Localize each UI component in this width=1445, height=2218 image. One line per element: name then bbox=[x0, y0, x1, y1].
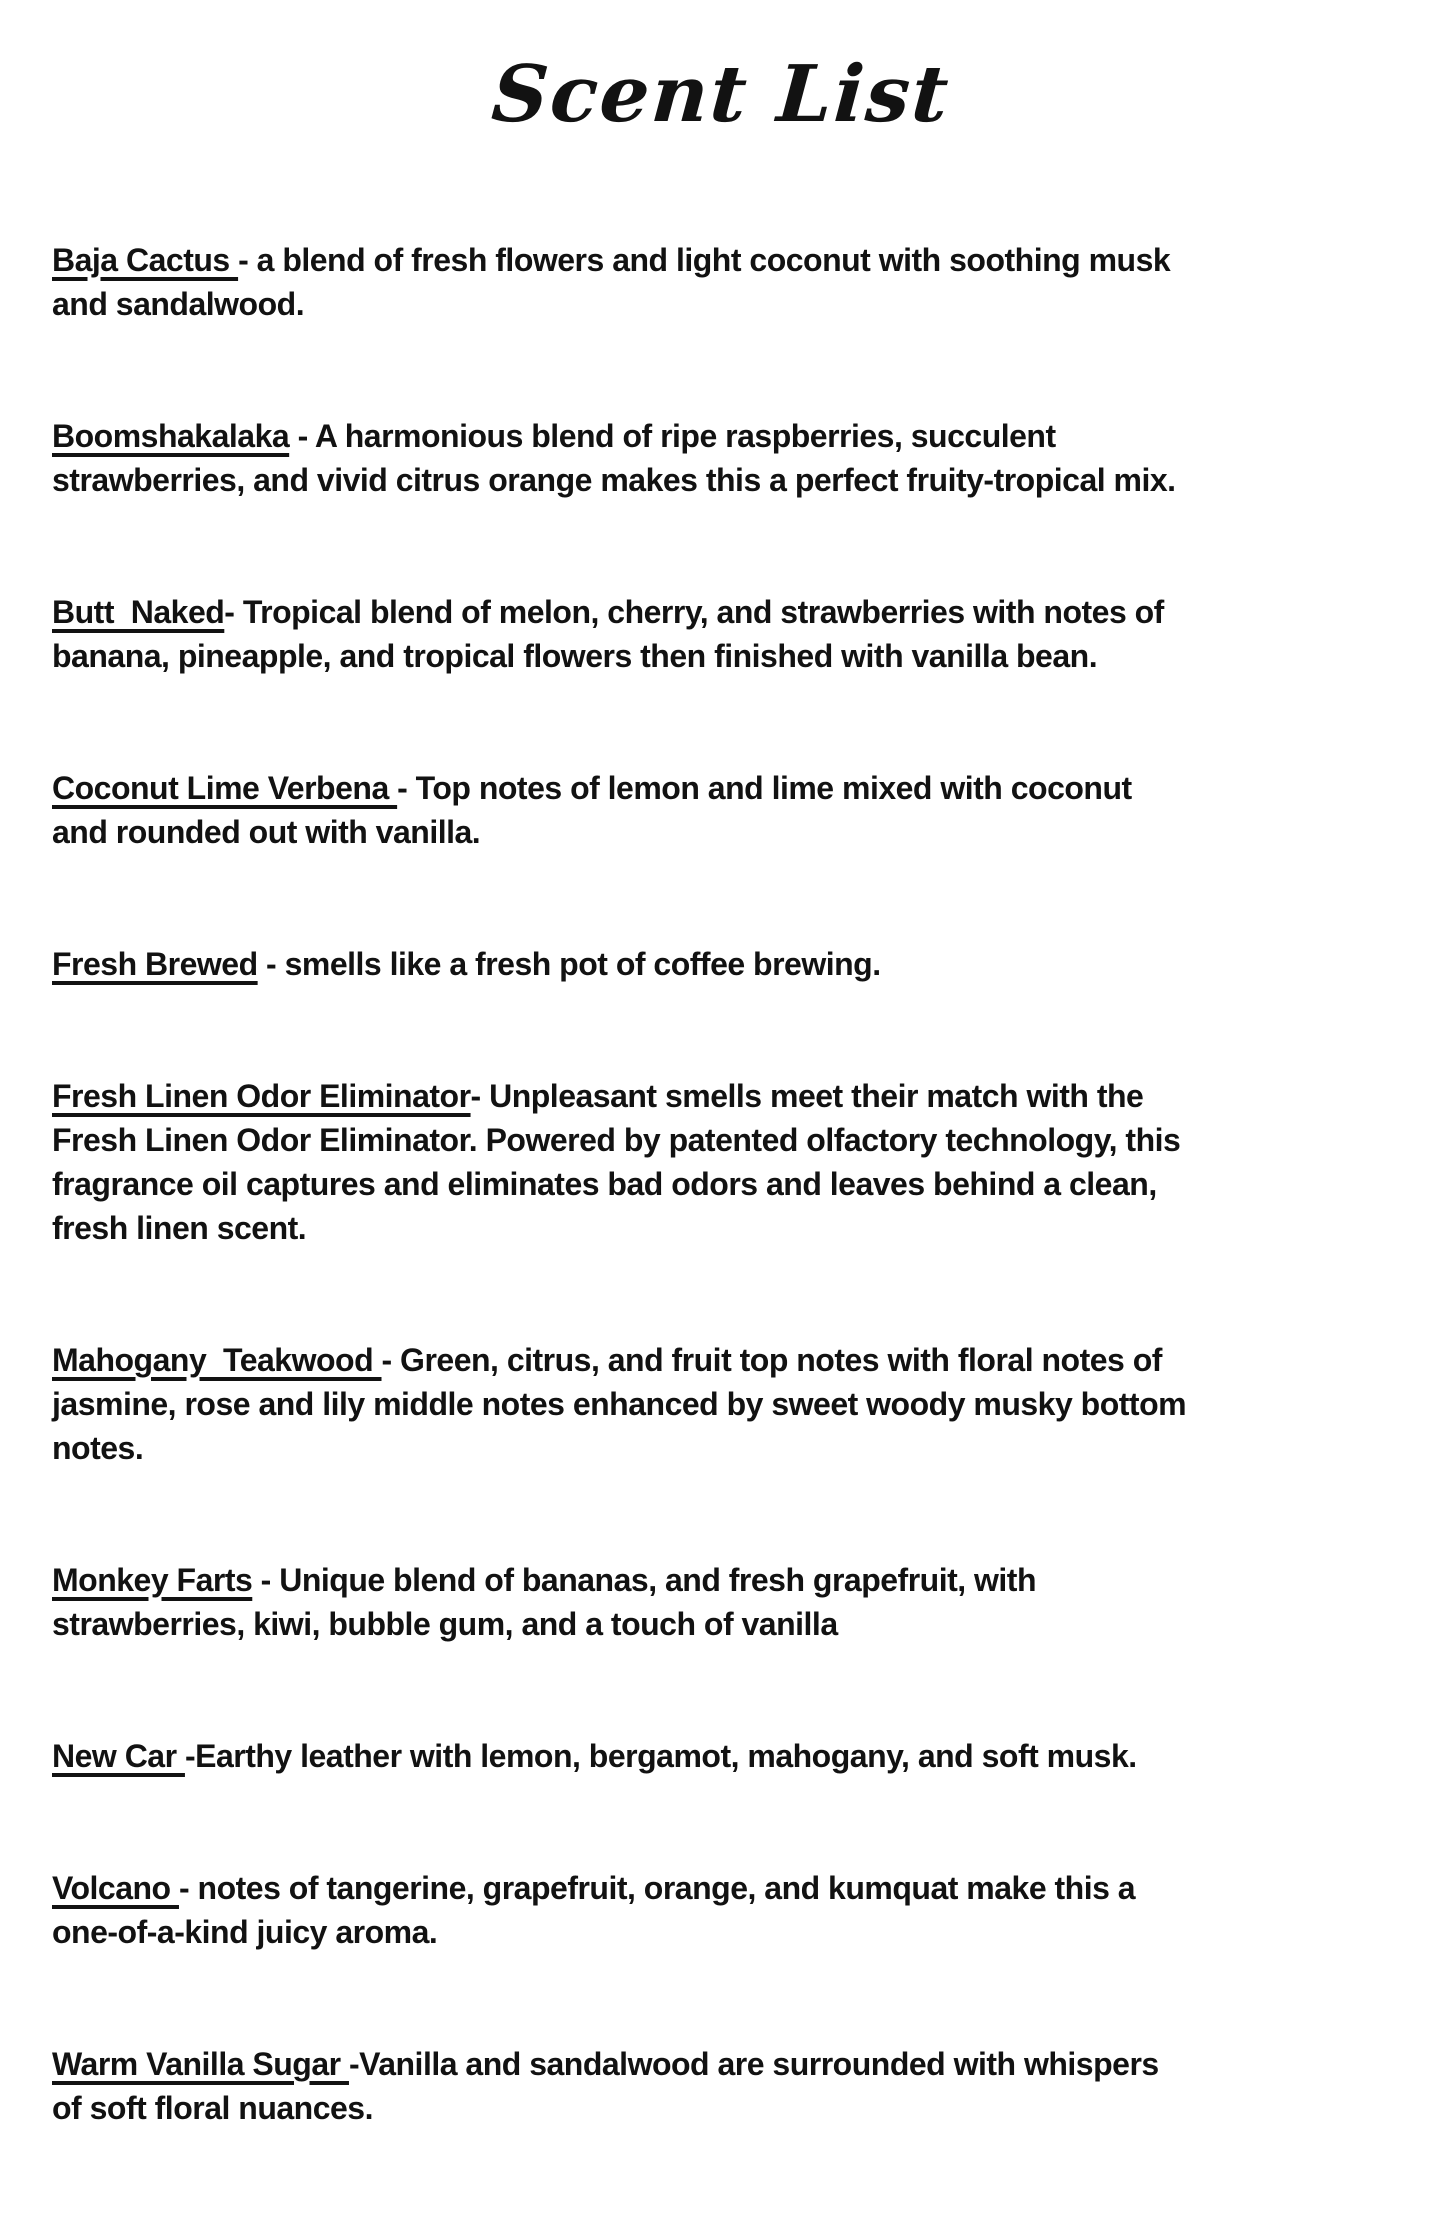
scent-entry-new-car bbox=[52, 1734, 1192, 1778]
scent-entry-boomshakalaka bbox=[52, 414, 1192, 502]
scent-name: Warm Vanilla Sugar bbox=[52, 2045, 349, 2082]
scent-name: Butt Naked bbox=[52, 593, 225, 630]
scent-entry-baja-cactus bbox=[52, 238, 1192, 326]
scent-entry-warm-vanilla-sugar bbox=[52, 2042, 1192, 2130]
scent-entry-coconut-lime-verbena bbox=[52, 766, 1192, 854]
scent-name: Mahogany Teakwood bbox=[52, 1341, 382, 1378]
scent-description: - notes of tangerine, grapefruit, orange, and kumquat make this a one-of-a-kind juicy aroma. bbox=[52, 1869, 1144, 1950]
scent-entry-butt-naked bbox=[52, 590, 1192, 678]
scent-entry-monkey-farts bbox=[52, 1558, 1192, 1646]
scent-name: Baja Cactus bbox=[52, 241, 239, 278]
scent-name: Fresh Linen Odor Eliminator bbox=[52, 1077, 471, 1114]
scent-description: -Vanilla and sandalwood are surrounded with whispers of soft floral nuances. bbox=[52, 2045, 1168, 2126]
scent-description: - Unique blend of bananas, and fresh grapefruit, with strawberries, kiwi, bubble gum, and a touch of vanilla bbox=[52, 1561, 1045, 1642]
scent-name: Monkey Farts bbox=[52, 1561, 253, 1598]
scent-description: - A harmonious blend of ripe raspberries, succulent strawberries, and vivid citrus orange makes this a perfect fruity-tropical mix. bbox=[52, 417, 1176, 498]
scent-name: Boomshakalaka bbox=[52, 417, 290, 454]
scent-description: - smells like a fresh pot of coffee brewing. bbox=[257, 945, 881, 982]
scent-description: - Green, citrus, and fruit top notes with floral notes of jasmine, rose and lily middle notes enhanced by sweet woody musky bottom notes. bbox=[52, 1341, 1195, 1466]
scent-entry-fresh-linen-odor-eliminator bbox=[52, 1074, 1192, 1250]
scent-description: - Top notes of lemon and lime mixed with coconut and rounded out with vanilla. bbox=[52, 769, 1141, 850]
scent-entry-volcano bbox=[52, 1866, 1192, 1954]
scent-description: - Unpleasant smells meet their match with the Fresh Linen Odor Eliminator. Powered by patented olfactory technology, this fragrance oil captures and eliminates bad odors and leaves behind a clean, fresh linen scent. bbox=[52, 1077, 1189, 1246]
scent-entry-mahogany-teakwood bbox=[52, 1338, 1195, 1470]
scent-description: -Earthy leather with lemon, bergamot, mahogany, and soft musk. bbox=[184, 1737, 1137, 1774]
scent-description: - Tropical blend of melon, cherry, and strawberries with notes of banana, pineapple, and tropical flowers then finished with vanilla bean. bbox=[52, 593, 1173, 674]
scent-name: Volcano bbox=[52, 1869, 179, 1906]
scent-name: New Car bbox=[52, 1737, 185, 1774]
scent-entry-fresh-brewed bbox=[52, 942, 1192, 986]
scent-name: Coconut Lime Verbena bbox=[52, 769, 398, 806]
page-title: Scent List bbox=[488, 49, 954, 140]
scent-name: Fresh Brewed bbox=[52, 945, 258, 982]
scent-list bbox=[52, 150, 1195, 2218]
scent-description: - a blend of fresh flowers and light coconut with soothing musk and sandalwood. bbox=[52, 241, 1179, 322]
